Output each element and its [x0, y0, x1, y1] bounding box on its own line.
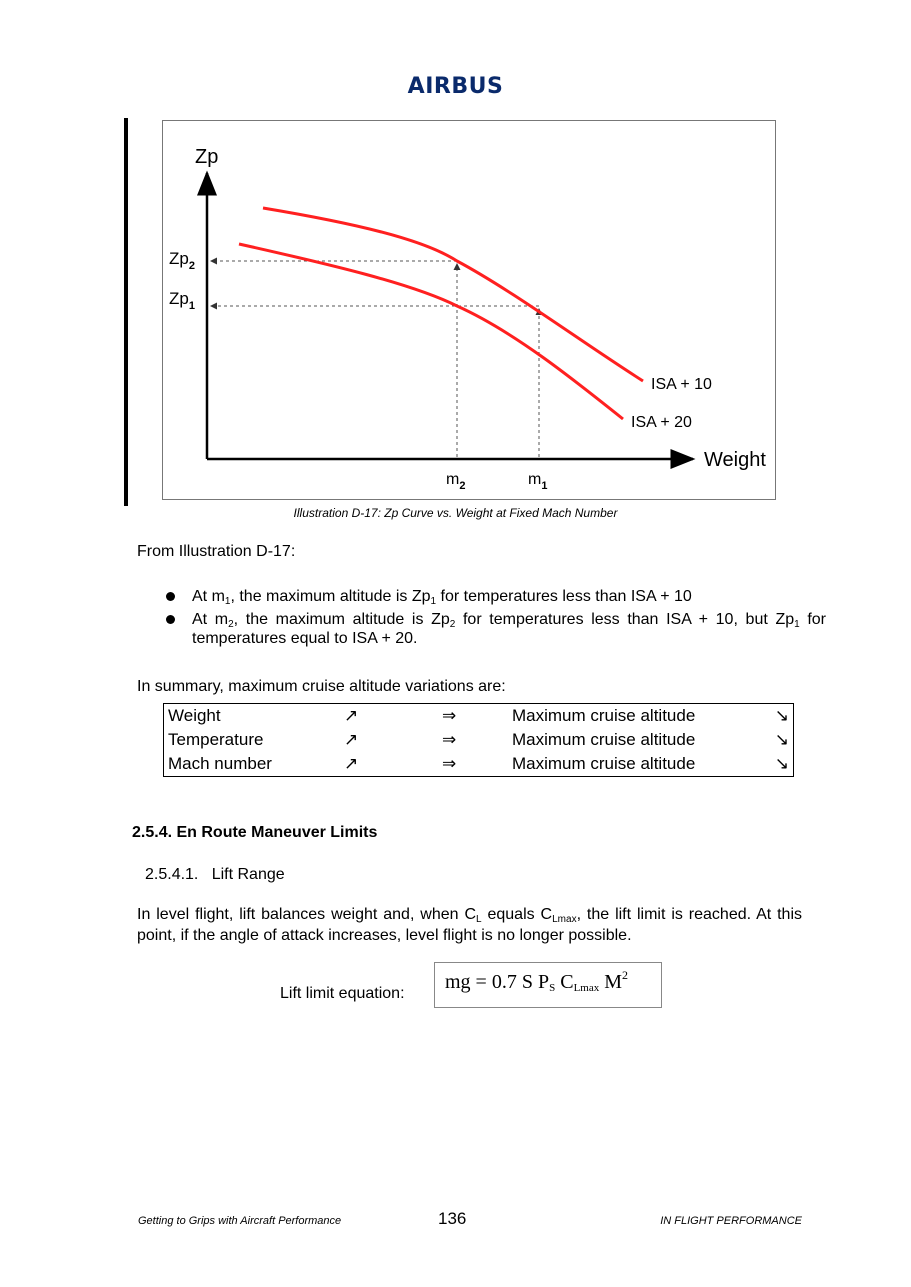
- result-cell: Maximum cruise altitude: [512, 706, 696, 725]
- isa-10-label: ISA + 10: [651, 376, 712, 393]
- result-cell: Maximum cruise altitude: [512, 730, 696, 749]
- curve-isa-20: [239, 244, 623, 419]
- result-cell: Maximum cruise altitude: [512, 754, 696, 773]
- lift-paragraph: In level flight, lift balances weight and, when $C_L$ equals $C_{Lmax}$, the lift limit is reached. At this point, if the angle of attack increases, level flight is no longer possible.: [137, 906, 803, 944]
- change-bar: [124, 118, 128, 506]
- section-heading: 2.5.4. En Route Maneuver Limits: [132, 824, 378, 841]
- table-row: [164, 704, 794, 729]
- figure-frame: [162, 120, 776, 500]
- bullet-dot-icon: [166, 615, 175, 624]
- table-row: [164, 752, 794, 777]
- trend-up-icon: ↗: [344, 754, 359, 773]
- m2-label: $m_2$: [446, 471, 466, 492]
- airbus-logo: AIRBUS: [407, 74, 504, 99]
- footer-title: Getting to Grips with Aircraft Performance: [138, 1215, 342, 1227]
- bullet-list: [166, 587, 826, 652]
- isa-20-label: ISA + 20: [631, 414, 692, 431]
- trend-down-icon: ↘: [774, 754, 789, 773]
- variations-table: [163, 703, 794, 777]
- trend-down-icon: ↘: [774, 706, 789, 725]
- figure-caption: Illustration D-17: Zp Curve vs. Weight at Fixed Mach Number: [293, 506, 618, 520]
- summary-text: In summary, maximum cruise altitude variations are:: [137, 678, 506, 695]
- table-row: [164, 728, 794, 752]
- param-cell: Weight: [168, 706, 221, 725]
- param-cell: Mach number: [168, 754, 272, 773]
- trend-up-icon: ↗: [344, 706, 359, 725]
- implies-icon: ⇒: [442, 754, 457, 773]
- implies-icon: ⇒: [442, 730, 457, 749]
- footer-section: IN FLIGHT PERFORMANCE: [660, 1215, 802, 1227]
- zp-weight-diagram: [163, 121, 775, 499]
- implies-icon: ⇒: [442, 706, 457, 725]
- bullet-item: At $m_2$, the maximum altitude is $Zp_2$ for temperatures less than ISA + 10, but $Zp_1$ for temperatures equal to ISA + 20.: [166, 610, 826, 648]
- m1-label: $m_1$: [528, 471, 548, 492]
- page-number: 136: [438, 1209, 467, 1228]
- trend-down-icon: ↘: [774, 730, 789, 749]
- intro-text: From Illustration D-17:: [137, 543, 296, 560]
- x-axis-label: Weight: [704, 449, 766, 471]
- zp1-label: $Zp_1$: [169, 289, 195, 312]
- subsection-heading: 2.5.4.1. Lift Range: [145, 866, 285, 883]
- param-cell: Temperature: [168, 730, 264, 749]
- zp2-label: $Zp_2$: [169, 249, 195, 272]
- curve-isa-10: [263, 208, 643, 381]
- y-axis-label: Zp: [195, 146, 219, 168]
- lift-limit-equation: mg = 0.7 S $P_S$ $C_{Lmax}$ $M^2$: [434, 962, 662, 1008]
- bullet-dot-icon: [166, 592, 175, 601]
- equation-label: Lift limit equation:: [280, 985, 405, 1002]
- trend-up-icon: ↗: [344, 730, 359, 749]
- bullet-item: At $m_1$, the maximum altitude is $Zp_1$ for temperatures less than ISA + 10: [166, 587, 826, 606]
